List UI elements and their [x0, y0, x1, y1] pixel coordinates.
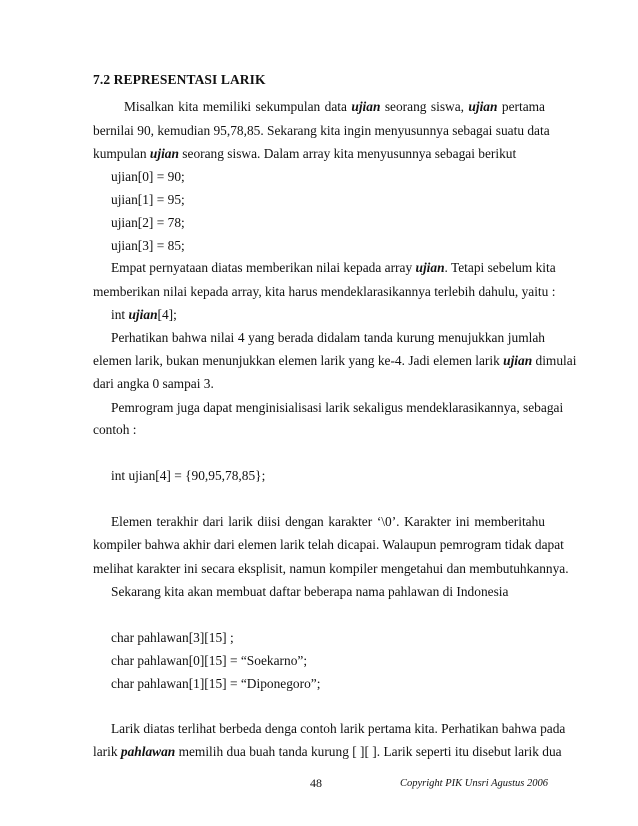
paragraph-line: Perhatikan bahwa nilai 4 yang berada didalam tanda kurung menujukkan jumlah [111, 329, 545, 345]
code-line: char pahlawan[3][15] ; [111, 630, 234, 646]
paragraph-line [111, 260, 556, 276]
code-line [111, 308, 177, 321]
code-line: ujian[3] = 85; [111, 237, 185, 253]
text-run: pertama [497, 99, 545, 114]
text-run: dimulai [532, 353, 577, 369]
paragraph-line: Elemen terakhir dari larik diisi dengan karakter ‘\0’. Karakter ini memberitahu [111, 514, 545, 530]
emphasis-text: ujian [351, 99, 381, 114]
text-run: . Tetapi sebelum kita [444, 260, 556, 276]
text-run: elemen larik, bukan menunjukkan elemen larik yang ke-4. Jadi elemen larik [93, 353, 504, 369]
code-line: ujian[0] = 90; [111, 169, 185, 185]
page-number: 48 [310, 776, 322, 790]
paragraph-line [93, 147, 516, 160]
paragraph-line: memberikan nilai kepada array, kita harus mendeklarasikannya terlebih dahulu, yaitu : [93, 283, 556, 299]
emphasis-text: ujian [468, 99, 498, 114]
text-run: int [111, 306, 129, 322]
text-run: [4]; [157, 306, 177, 322]
emphasis-text: ujian [128, 306, 158, 322]
text-run: seorang siswa, [380, 99, 469, 114]
paragraph-line [93, 353, 577, 369]
text-run: memilih dua buah tanda kurung [ ][ ]. Larik seperti itu disebut larik dua [175, 744, 562, 759]
paragraph-line: contoh : [93, 422, 137, 438]
copyright-notice: Copyright PIK Unsri Agustus 2006 [400, 778, 548, 789]
emphasis-text: ujian [149, 145, 179, 161]
code-line: char pahlawan[1][15] = “Diponegoro”; [111, 675, 321, 691]
text-run: larik [93, 744, 121, 759]
text-run: Empat pernyataan diatas memberikan nilai kepada array [111, 260, 416, 276]
emphasis-text: ujian [503, 353, 533, 369]
paragraph-line: Larik diatas terlihat berbeda denga contoh larik pertama kita. Perhatikan bahwa pada [111, 721, 566, 737]
paragraph-line: Pemrogram juga dapat menginisialisasi larik sekaligus mendeklarasikannya, sebagai [111, 399, 564, 415]
paragraph-line: kompiler bahwa akhir dari elemen larik telah dicapai. Walaupun pemrogram tidak dapat [93, 537, 564, 553]
text-run: seorang siswa. Dalam array kita menyusunnya sebagai berikut [178, 145, 517, 161]
code-line: int ujian[4] = {90,95,78,85}; [111, 468, 266, 483]
code-line: char pahlawan[0][15] = “Soekarno”; [111, 652, 308, 668]
emphasis-text: pahlawan [120, 744, 176, 759]
code-line: ujian[2] = 78; [111, 214, 185, 230]
text-run: kumpulan [93, 145, 150, 161]
paragraph-line [93, 744, 562, 759]
emphasis-text: ujian [415, 260, 445, 276]
paragraph-line [124, 100, 545, 113]
paragraph-line: melihat karakter ini secara eksplisit, namun kompiler mengetahui dan membutuhkannya. [93, 560, 569, 576]
text-run: Misalkan kita memiliki sekumpulan data [124, 99, 352, 114]
paragraph-line: dari angka 0 sampai 3. [93, 375, 214, 391]
paragraph-line: bernilai 90, kemudian 95,78,85. Sekarang kita ingin menyusunnya sebagai suatu data [93, 122, 550, 138]
code-line: ujian[1] = 95; [111, 191, 185, 207]
section-heading: 7.2 REPRESENTASI LARIK [93, 72, 266, 87]
paragraph-line: Sekarang kita akan membuat daftar beberapa nama pahlawan di Indonesia [111, 583, 509, 599]
